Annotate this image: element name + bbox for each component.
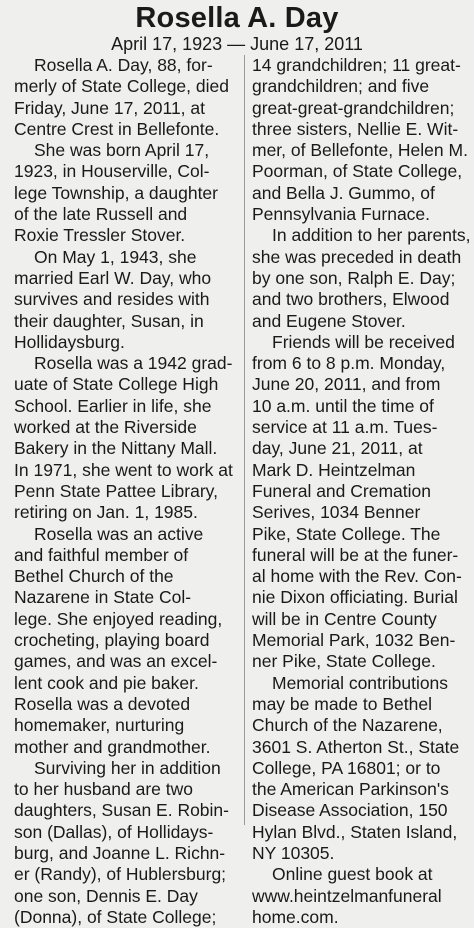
text-line: crocheting, playing board bbox=[14, 630, 210, 651]
text-line: Funeral and Cremation bbox=[252, 480, 431, 501]
text-line: retiring on Jan. 1, 1985. bbox=[14, 502, 198, 523]
text-line: Rosella was an active bbox=[34, 523, 204, 544]
text-line: Surviving her in addition bbox=[34, 757, 221, 778]
text-line: Friends will be received bbox=[272, 331, 455, 352]
text-line: Bethel Church of the bbox=[14, 566, 174, 587]
text-line: survives and resides with bbox=[14, 289, 210, 310]
text-line: home.com. bbox=[252, 906, 339, 927]
text-line: homemaker, nurturing bbox=[14, 715, 185, 736]
text-line: worked at the Riverside bbox=[14, 417, 197, 438]
text-line: Penn State Pattee Library, bbox=[14, 480, 218, 501]
text-line: by one son, Ralph E. Day; bbox=[252, 267, 456, 288]
text-line: mother and grandmother. bbox=[14, 736, 211, 757]
text-line: Rosella A. Day, 88, for- bbox=[34, 55, 213, 75]
text-line: uate of State College High bbox=[14, 374, 219, 395]
column-divider bbox=[244, 55, 245, 825]
text-line: She was born April 17, bbox=[34, 140, 210, 161]
text-line: Roxie Tressler Stover. bbox=[14, 225, 186, 246]
left-column bbox=[14, 55, 238, 928]
text-line: al home with the Rev. Con- bbox=[252, 566, 462, 587]
text-line: School. Earlier in life, she bbox=[14, 395, 212, 416]
text-line: and Bella J. Gummo, of bbox=[252, 182, 435, 203]
text-line: she was preceded in death bbox=[252, 246, 462, 267]
text-line: lent cook and pie baker. bbox=[14, 672, 199, 693]
text-line: son (Dallas), of Hollidays- bbox=[14, 821, 214, 842]
text-line: games, and was an excel- bbox=[14, 651, 218, 672]
text-line: Rosella was a 1942 grad- bbox=[34, 353, 233, 374]
text-line: one son, Dennis E. Day bbox=[14, 885, 198, 906]
text-line: Centre Crest in Bellefonte. bbox=[14, 118, 220, 139]
text-line: Mark D. Heintzelman bbox=[252, 459, 416, 480]
text-line: 14 grandchildren; 11 great- bbox=[252, 55, 461, 75]
text-line: and two brothers, Elwood bbox=[252, 289, 450, 310]
text-line: Nazarene in State Col- bbox=[14, 587, 192, 608]
text-line: daughters, Susan E. Robin- bbox=[14, 800, 229, 821]
text-line: Bakery in the Nittany Mall. bbox=[14, 438, 218, 459]
text-line: lege Township, a daughter bbox=[14, 182, 218, 203]
text-line: Poorman, of State College, bbox=[252, 161, 463, 182]
text-line: 10 a.m. until the time of bbox=[252, 395, 434, 416]
text-line: www.heintzelmanfuneral bbox=[252, 885, 442, 906]
text-line: Friday, June 17, 2011, at bbox=[14, 97, 205, 118]
text-line: of the late Russell and bbox=[14, 204, 188, 225]
text-line: day, June 21, 2011, at bbox=[252, 438, 423, 459]
text-line: Rosella was a devoted bbox=[14, 693, 191, 714]
text-line: to her husband are two bbox=[14, 779, 194, 800]
text-line: may be made to Bethel bbox=[252, 693, 432, 714]
text-line: lege. She enjoyed reading, bbox=[14, 608, 223, 629]
text-line: er (Randy), of Hublersburg; bbox=[14, 864, 227, 885]
text-line: Memorial contributions bbox=[272, 672, 449, 693]
text-line: College, PA 16801; or to bbox=[252, 757, 441, 778]
text-line: and faithful member of bbox=[14, 544, 189, 565]
text-line: Memorial Park, 1032 Ben- bbox=[252, 630, 456, 651]
text-line: In addition to her parents, bbox=[272, 225, 471, 246]
text-line: merly of State College, died bbox=[14, 76, 229, 97]
text-line: and Eugene Stover. bbox=[252, 310, 406, 331]
text-line: (Donna), of State College; bbox=[14, 906, 217, 927]
text-line: mer, of Bellefonte, Helen M. bbox=[252, 140, 468, 161]
text-line: married Earl W. Day, who bbox=[14, 267, 212, 288]
text-line: from 6 to 8 p.m. Monday, bbox=[252, 353, 446, 374]
text-line: 3601 S. Atherton St., State bbox=[252, 736, 460, 757]
text-line: funeral will be at the funer- bbox=[252, 544, 459, 565]
text-line: the American Parkinson's bbox=[252, 779, 449, 800]
text-line: Pennsylvania Furnace. bbox=[252, 204, 431, 225]
text-line: three sisters, Nellie E. Wit- bbox=[252, 118, 459, 139]
text-line: ner Pike, State College. bbox=[252, 651, 436, 672]
text-line: Hollidaysburg. bbox=[14, 331, 125, 352]
text-line: NY 10305. bbox=[252, 842, 335, 863]
text-line: service at 11 a.m. Tues- bbox=[252, 417, 438, 438]
text-line: Online guest book at bbox=[272, 864, 433, 885]
text-line: their daughter, Susan, in bbox=[14, 310, 204, 331]
text-line: June 20, 2011, and from bbox=[252, 374, 441, 395]
text-line: Hylan Blvd., Staten Island, bbox=[252, 821, 458, 842]
obituary-headline: Rosella A. Day bbox=[135, 2, 339, 34]
text-line: In 1971, she went to work at bbox=[14, 459, 233, 480]
text-line: will be in Centre County bbox=[252, 608, 437, 629]
text-line: grandchildren; and five bbox=[252, 76, 430, 97]
text-line: nie Dixon officiating. Burial bbox=[252, 587, 458, 608]
text-line: burg, and Joanne L. Richn- bbox=[14, 842, 226, 863]
text-line: Serives, 1034 Benner bbox=[252, 502, 421, 523]
life-dates: April 17, 1923 — June 17, 2011 bbox=[111, 34, 363, 54]
text-line: 1923, in Houserville, Col- bbox=[14, 161, 210, 182]
text-line: Church of the Nazarene, bbox=[252, 715, 443, 736]
right-column bbox=[252, 55, 472, 928]
text-line: Disease Association, 150 bbox=[252, 800, 448, 821]
text-line: Pike, State College. The bbox=[252, 523, 441, 544]
text-line: great-great-grandchildren; bbox=[252, 97, 455, 118]
text-line: On May 1, 1943, she bbox=[34, 246, 197, 267]
